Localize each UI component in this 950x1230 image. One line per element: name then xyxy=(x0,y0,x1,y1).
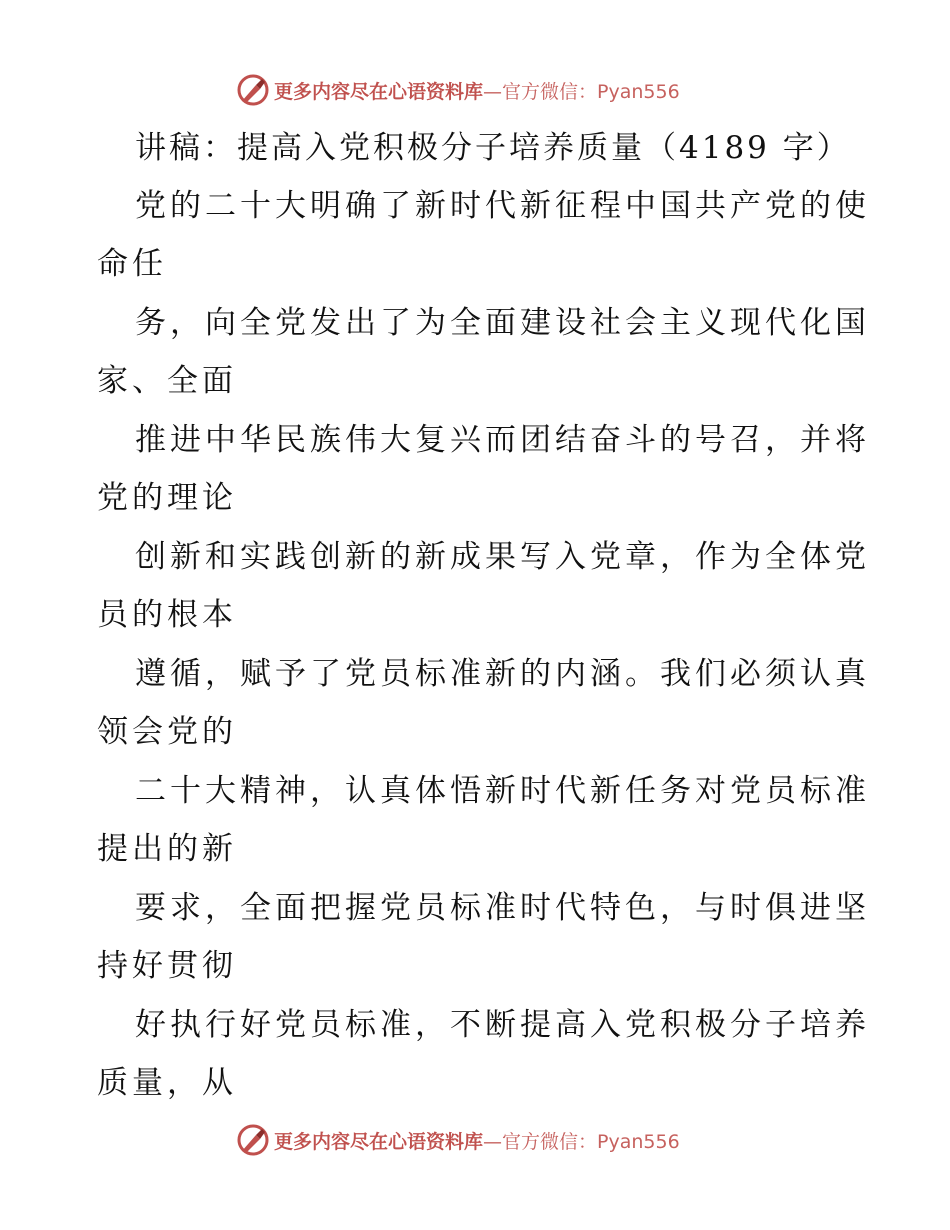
paragraph-line: 党的理论 xyxy=(97,480,237,516)
footer-watermark xyxy=(236,1123,680,1157)
paragraph-line: 命任 xyxy=(97,246,167,282)
paragraph-line: 要求，全面把握党员标准时代特色，与时俱进坚 xyxy=(135,890,870,926)
paragraph-line: 家、全面 xyxy=(97,363,237,399)
watermark-main-text: 更多内容尽在心语资料库 xyxy=(274,80,484,103)
paragraph-line: 遵循，赋予了党员标准新的内涵。我们必须认真 xyxy=(135,656,870,692)
pen-logo-icon xyxy=(236,1123,270,1157)
paragraph-line: 持好贯彻 xyxy=(97,948,237,984)
watermark-sub-text: —官方微信：Pyan556 xyxy=(483,80,680,103)
paragraph-line: 务，向全党发出了为全面建设社会主义现代化国 xyxy=(135,305,870,341)
paragraph-line: 推进中华民族伟大复兴而团结奋斗的号召，并将 xyxy=(135,422,870,458)
paragraph-line: 领会党的 xyxy=(97,714,237,750)
paragraph-line: 二十大精神，认真体悟新时代新任务对党员标准 xyxy=(135,773,870,809)
paragraph-line: 质量，从 xyxy=(97,1065,237,1101)
document-title: 讲稿：提高入党积极分子培养质量（4189 字） xyxy=(135,130,851,166)
pen-logo-icon xyxy=(236,73,270,107)
paragraph-line: 好执行好党员标准，不断提高入党积极分子培养 xyxy=(135,1007,870,1043)
watermark-sub-text: —官方微信：Pyan556 xyxy=(483,1130,680,1153)
paragraph-line: 创新和实践创新的新成果写入党章，作为全体党 xyxy=(135,539,870,575)
header-watermark xyxy=(236,73,680,107)
paragraph-line: 员的根本 xyxy=(97,597,237,633)
watermark-main-text: 更多内容尽在心语资料库 xyxy=(274,1130,484,1153)
paragraph-line: 党的二十大明确了新时代新征程中国共产党的使 xyxy=(135,188,870,224)
paragraph-line: 提出的新 xyxy=(97,831,237,867)
